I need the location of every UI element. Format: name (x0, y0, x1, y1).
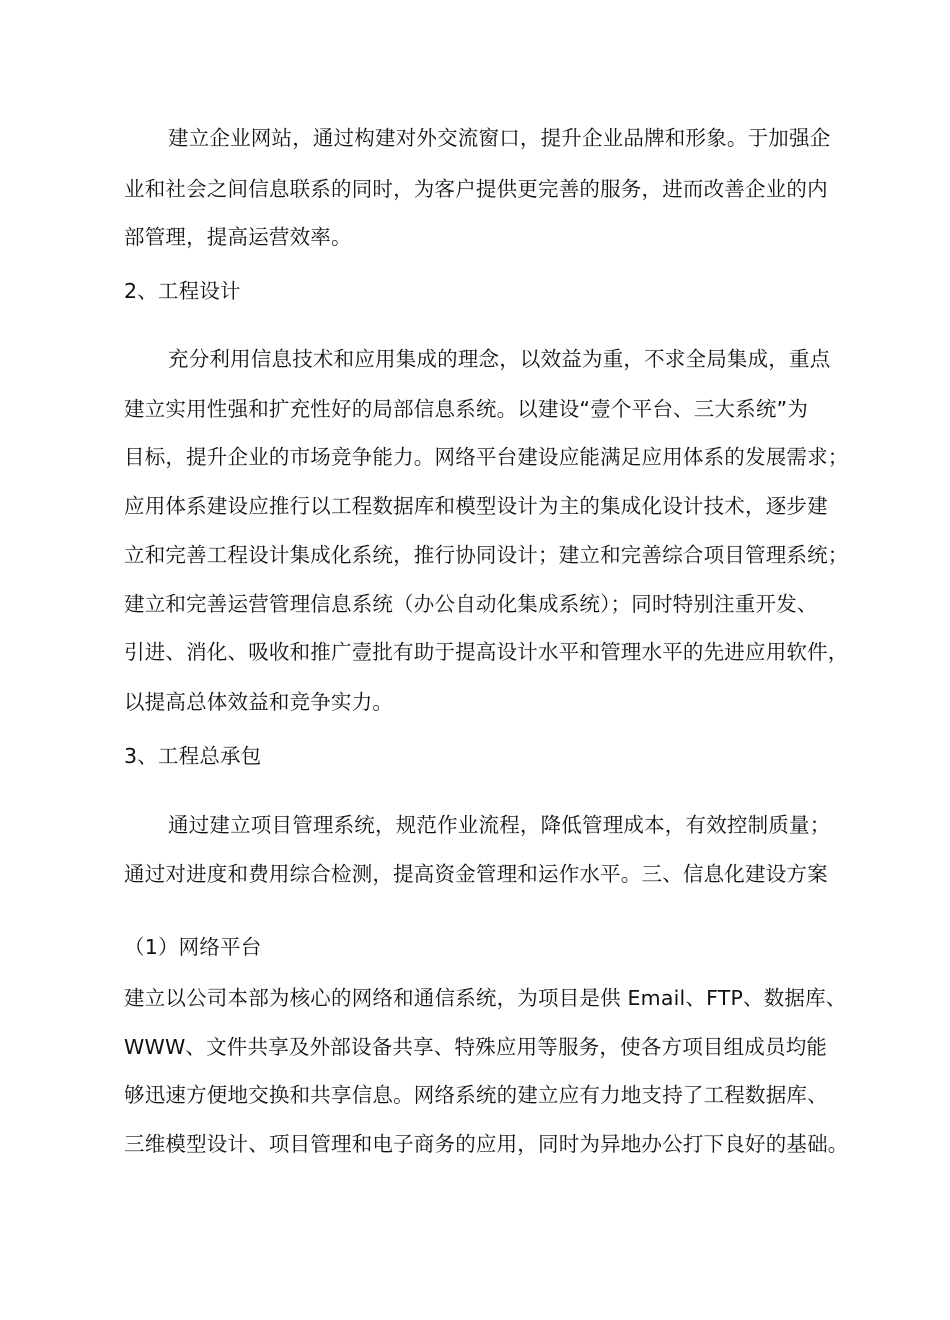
section2-line-3: 目标，提升企业的市场竞争能力。网络平台建设应能满足应用体系的发展需求； (124, 445, 849, 469)
section2-line-7: 引进、消化、吸收和推广壹批有助于提高设计水平和管理水平的先进应用软件， (124, 640, 849, 664)
intro-line-2: 业和社会之间信息联系的同时，为客户提供更完善的服务，进而改善企业的内 (124, 177, 828, 201)
section3-line-1: 通过建立项目管理系统，规范作业流程，降低管理成本，有效控制质量； (168, 813, 831, 837)
section2-line-4: 应用体系建设应推行以工程数据库和模型设计为主的集成化设计技术，逐步建 (124, 494, 828, 518)
subsection1-line-2: WWW、文件共享及外部设备共享、特殊应用等服务，使各方项目组成员均能 (124, 1035, 828, 1059)
subsection1-line-1: 建立以公司本部为核心的网络和通信系统，为项目是供 Email、FTP、数据库、 (124, 986, 847, 1010)
section3-line-2: 通过对进度和费用综合检测，提高资金管理和运作水平。三、信息化建设方案 (124, 862, 828, 886)
section2-line-5: 立和完善工程设计集成化系统，推行协同设计；建立和完善综合项目管理系统； (124, 543, 849, 567)
intro-line-1: 建立企业网站，通过构建对外交流窗口，提升企业品牌和形象。于加强企 (168, 126, 831, 150)
section2-line-6: 建立和完善运营管理信息系统（办公自动化集成系统）；同时特别注重开发、 (124, 592, 818, 616)
intro-line-3: 部管理，提高运营效率。 (124, 225, 352, 249)
section2-line-1: 充分利用信息技术和应用集成的理念，以效益为重，不求全局集成，重点 (168, 347, 831, 371)
section2-line-8: 以提高总体效益和竞争实力。 (124, 690, 394, 714)
subsection-heading-network-platform: （1）网络平台 (124, 935, 262, 959)
section-heading-engineering-design: 2、工程设计 (124, 279, 241, 303)
section2-line-2: 建立实用性强和扩充性好的局部信息系统。以建设“壹个平台、三大系统”为 (124, 397, 809, 421)
subsection1-line-4: 三维模型设计、项目管理和电子商务的应用，同时为异地办公打下良好的基础。 (124, 1132, 849, 1156)
subsection1-line-3: 够迅速方便地交换和共享信息。网络系统的建立应有力地支持了工程数据库、 (124, 1083, 828, 1107)
section-heading-general-contracting: 3、工程总承包 (124, 744, 262, 768)
